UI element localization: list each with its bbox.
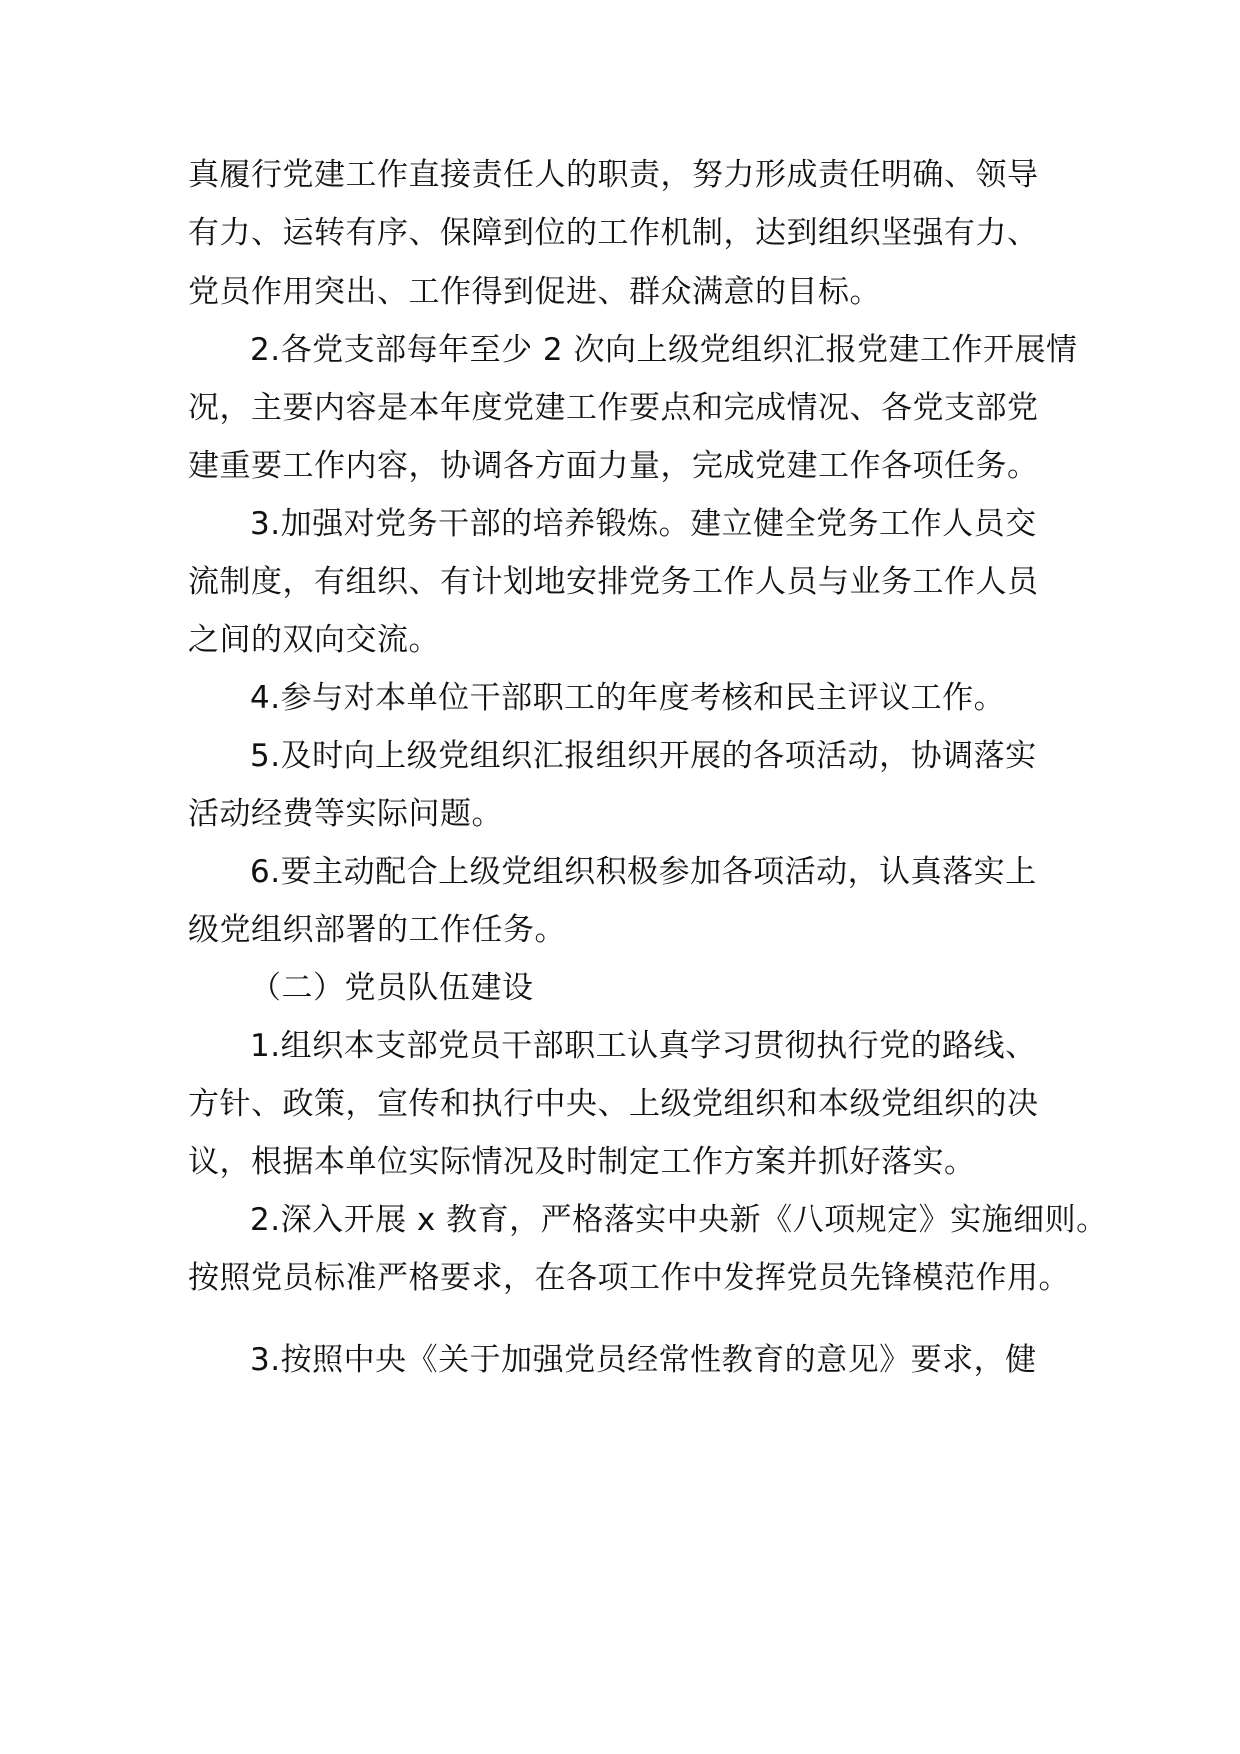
text-line: 况，主要内容是本年度党建工作要点和完成情况、各党支部党 xyxy=(188,390,1039,426)
list-item-line: 1.组织本支部党员干部职工认真学习贯彻执行党的路线、 xyxy=(250,1028,1037,1064)
text-line: 建重要工作内容，协调各方面力量，完成党建工作各项任务。 xyxy=(188,448,1039,484)
list-item-line: 2.各党支部每年至少 2 次向上级党组织汇报党建工作开展情 xyxy=(250,332,1078,368)
text-line: 党员作用突出、工作得到促进、群众满意的目标。 xyxy=(188,274,881,310)
text-line: 真履行党建工作直接责任人的职责，努力形成责任明确、领导 xyxy=(188,157,1039,193)
text-line: 级党组织部署的工作任务。 xyxy=(188,912,566,948)
text-line: 之间的双向交流。 xyxy=(188,622,440,658)
text-line: 按照党员标准严格要求，在各项工作中发挥党员先锋模范作用。 xyxy=(188,1260,1070,1296)
text-line: 有力、运转有序、保障到位的工作机制，达到组织坚强有力、 xyxy=(188,215,1039,251)
text-line: 流制度，有组织、有计划地安排党务工作人员与业务工作人员 xyxy=(188,564,1039,600)
text-line: 活动经费等实际问题。 xyxy=(188,796,503,832)
list-item-line: 6.要主动配合上级党组织积极参加各项活动，认真落实上 xyxy=(250,854,1037,890)
section-heading: （二）党员队伍建设 xyxy=(250,970,534,1006)
list-item-line: 3.按照中央《关于加强党员经常性教育的意见》要求，健 xyxy=(250,1342,1037,1378)
list-item-line: 2.深入开展 x 教育，严格落实中央新《八项规定》实施细则。 xyxy=(250,1202,1108,1238)
list-item-line: 3.加强对党务干部的培养锻炼。建立健全党务工作人员交 xyxy=(250,506,1037,542)
text-line: 议，根据本单位实际情况及时制定工作方案并抓好落实。 xyxy=(188,1144,976,1180)
text-line: 方针、政策，宣传和执行中央、上级党组织和本级党组织的决 xyxy=(188,1086,1039,1122)
list-item-line: 4.参与对本单位干部职工的年度考核和民主评议工作。 xyxy=(250,680,1006,716)
list-item-line: 5.及时向上级党组织汇报组织开展的各项活动，协调落实 xyxy=(250,738,1037,774)
